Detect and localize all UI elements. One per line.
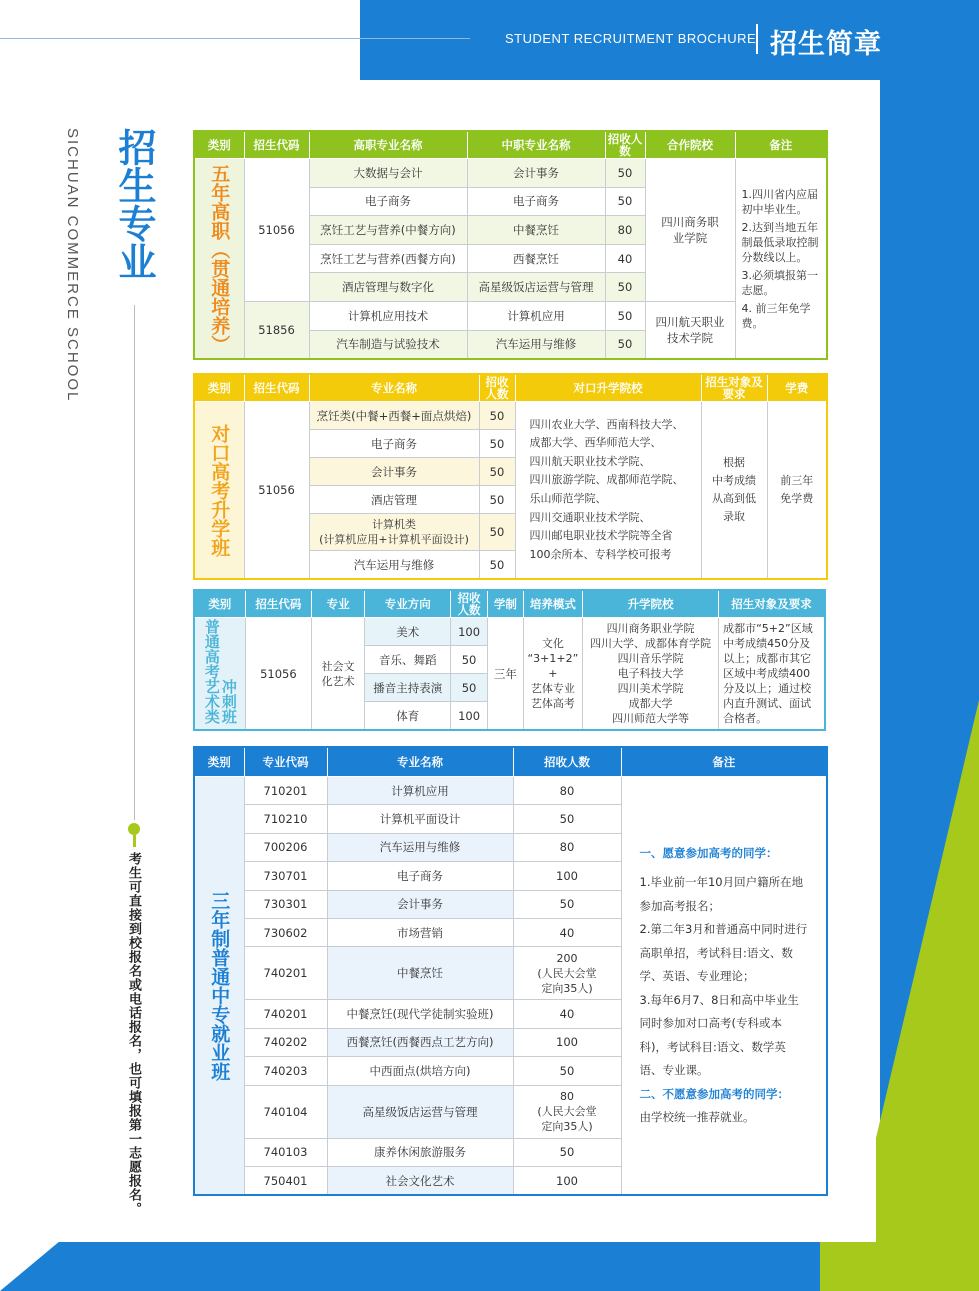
table-header-row [194,374,827,402]
code-cell: 51056 [245,618,311,731]
major-cell: 汽车运用与维修 [309,551,479,580]
page-title: 招生简章 [770,29,882,60]
direction-cell: 音乐、舞蹈 [365,646,451,674]
count-cell: 50 [479,514,515,551]
school-line: 成都大学 [628,697,673,710]
note-line: 4. 前三年免学费。 [741,301,811,330]
count-cell: 50 [513,1057,621,1085]
note-line: 1.四川省内应届初中毕业生。 [741,187,818,216]
brochure-label: STUDENT RECRUITMENT BROCHURE [505,31,757,46]
registration-note: 考生可直接到校报名或电话报名，也可填报第一志愿报名。 [126,852,141,1216]
school-line: 四川师范大学等 [612,712,690,725]
school-line: 100余所本、专科学校可报考 [529,547,672,561]
major-cell: 中西面点(烘培方向) [327,1057,513,1085]
school-line: 四川音乐学院 [617,652,684,665]
col-header: 高职专业名称 [309,131,467,159]
count-cell: 50 [451,674,488,702]
count-cell: 100 [513,1166,621,1195]
category-cell: 五年高职（贯通培养） [194,159,244,360]
table-row [194,618,825,646]
count-cell: 50 [479,551,515,580]
category-sublabel: 冲刺班 [219,679,238,724]
schools-cell [583,618,719,731]
major-cell: 烹饪工艺与营养(中餐方向) [309,216,467,245]
school-name-en: SICHUAN COMMERCE SCHOOL [64,128,81,403]
code-cell: 740104 [244,1085,327,1138]
code-cell: 51056 [244,159,309,302]
major-cell: 汽车运用与维修 [327,833,513,861]
col-header: 专业名称 [309,374,479,402]
mode-line: “3+1+2” [527,652,579,665]
school-line: 四川航天职业技术学院、 [529,454,651,468]
section-title: 招生专业 [112,128,156,280]
major-cell: 高星级饭店运营与管理 [467,273,605,302]
code-cell: 700206 [244,833,327,861]
bullet-stem [133,835,136,847]
school-line: 四川美术学院 [617,682,684,695]
table-header-row [194,747,827,777]
col-header: 学制 [487,590,523,618]
partner-cell: 四川航天职业技术学院 [645,301,735,359]
code-cell: 750401 [244,1166,327,1195]
count-cell: 80 [513,777,621,805]
note-line: 由学校统一推荐就业。 [639,1110,755,1125]
count-cell: 80 [513,833,621,861]
col-header: 培养模式 [523,590,582,618]
count-cell: 50 [513,1138,621,1166]
count-cell: 80 (人民大会堂 定向35人) [513,1085,621,1138]
code-cell: 710210 [244,805,327,833]
code-cell: 740201 [244,947,327,1000]
category-cell: 三年制普通中专就业班 [194,777,244,1196]
major-cell: 社会文化艺术 [312,618,365,731]
code-cell: 740201 [244,1000,327,1028]
col-header: 专业名称 [327,747,513,777]
years-cell: 三年 [487,618,523,731]
header-divider [756,24,758,54]
count-cell: 50 [513,890,621,918]
col-header: 招收人数 [513,747,621,777]
direction-cell: 播音主持表演 [365,674,451,702]
school-line: 乐山师范学院、 [529,492,607,505]
major-cell: 汽车制造与试验技术 [309,330,467,359]
col-header: 合作院校 [645,131,735,159]
count-cell: 100 [451,702,488,731]
table-header-row [194,131,827,159]
major-cell: 计算机应用技术 [309,301,467,330]
count-cell: 50 [513,805,621,833]
fee-line: 前三年 [780,474,814,487]
count-cell: 100 [513,862,621,890]
col-header: 专业方向 [365,590,451,618]
count-cell: 50 [451,646,488,674]
requirement-cell [701,402,767,580]
note-line: 1.毕业前一年10月回户籍所在地参加高考报名； [639,875,804,913]
table-row [194,159,827,188]
count-cell: 100 [451,618,488,646]
code-cell: 730602 [244,918,327,946]
count-cell: 50 [479,486,515,514]
count-cell: 40 [605,244,645,273]
col-header: 专业代码 [244,747,327,777]
count-cell: 50 [605,159,645,188]
major-cell: 电子商务 [327,862,513,890]
col-header: 招收人数 [451,590,488,618]
major-cell: 康养休闲旅游服务 [327,1138,513,1166]
note-heading: 一、愿意参加高考的同学： [639,845,778,860]
table-vocational-class [193,746,828,1196]
col-header: 学费 [767,374,827,402]
count-cell: 50 [479,458,515,486]
major-cell: 西餐烹饪 [467,244,605,273]
col-header: 类别 [194,747,244,777]
major-cell: 社会文化艺术 [327,1166,513,1195]
note-line: 3.必须填报第一志愿。 [741,268,818,297]
code-cell: 730701 [244,862,327,890]
requirement-line: 中考成绩 [712,474,756,487]
major-cell: 大数据与会计 [309,159,467,188]
school-line: 四川交通职业技术学院、 [529,510,651,524]
major-cell: 酒店管理与数字化 [309,273,467,302]
major-cell: 烹饪工艺与营养(西餐方向) [309,244,467,273]
major-cell: 中餐烹饪 [327,947,513,1000]
category-cell: 对口高考升学班 [194,402,244,580]
count-cell: 50 [479,430,515,458]
major-cell: 电子商务 [309,430,479,458]
major-cell: 计算机平面设计 [327,805,513,833]
col-header: 类别 [194,374,244,402]
count-cell: 50 [605,330,645,359]
code-cell: 740203 [244,1057,327,1085]
major-cell: 电子商务 [309,187,467,216]
note-line: 2.第二年3月和普通高中同时进行高职单招，考试科目:语文、数学、英语、专业理论； [639,922,808,984]
count-cell: 80 [605,216,645,245]
col-header: 招收人数 [479,374,515,402]
count-cell: 50 [605,187,645,216]
mode-line: 艺体高考 [530,697,575,710]
code-cell: 51856 [244,301,309,359]
count-cell: 40 [513,1000,621,1028]
requirement-line: 根据 [723,456,745,469]
fee-line: 免学费 [780,492,814,505]
col-header: 备注 [621,747,827,777]
mode-line: + [548,667,558,680]
col-header: 类别 [194,131,244,159]
count-cell: 50 [479,402,515,430]
major-cell: 计算机类 (计算机应用+计算机平面设计) [309,514,479,551]
bullet-icon [128,823,140,835]
direction-cell: 美术 [365,618,451,646]
col-header: 招生代码 [244,131,309,159]
count-cell: 200 (人民大会堂 定向35人) [513,947,621,1000]
major-cell: 计算机应用 [467,301,605,330]
category-label: 普通高考艺术类 [202,619,221,724]
header-rule [0,38,470,39]
requirement-line: 录取 [723,510,745,523]
table-exam-class [193,373,828,580]
col-header: 类别 [194,590,245,618]
col-header: 备注 [735,131,827,159]
footer-green [820,1242,979,1291]
code-cell: 710201 [244,777,327,805]
col-header: 中职专业名称 [467,131,605,159]
note-line: 2.达到当地五年制最低录取控制分数线以上。 [741,220,819,264]
schools-cell [515,402,701,580]
col-header: 升学院校 [583,590,719,618]
code-cell: 51056 [244,402,309,580]
school-line: 四川农业大学、西南科技大学、 [529,417,684,431]
count-cell: 100 [513,1028,621,1056]
side-divider [134,305,135,820]
school-line: 成都大学、西华师范大学、 [529,436,662,450]
school-line: 四川商务职业学院 [606,622,695,635]
count-cell: 50 [605,273,645,302]
col-header: 专业 [312,590,365,618]
mode-line: 艺体专业 [530,682,575,695]
col-header: 对口升学院校 [515,374,701,402]
major-cell: 中餐烹饪 [467,216,605,245]
mode-cell [523,618,582,731]
major-cell: 电子商务 [467,187,605,216]
code-cell: 730301 [244,890,327,918]
table-row [194,777,827,805]
table-art-class [193,589,826,731]
partner-cell: 四川商务职业学院 [645,159,735,302]
note-heading: 二、不愿意参加高考的同学： [639,1086,789,1101]
notes-cell [735,159,827,360]
school-line: 四川旅游学院、成都师范学院、 [529,473,684,487]
table-row [194,402,827,430]
mode-line: 文化 [541,637,564,650]
school-line: 四川大学、成都体育学院 [590,637,712,650]
fee-cell [767,402,827,580]
major-cell: 计算机应用 [327,777,513,805]
count-cell: 50 [605,301,645,330]
note-line: 3.每年6月7、8日和高中毕业生同时参加对口高考(专科或本科)，考试科目:语文、数学英语、专业课。 [639,992,799,1078]
code-cell: 740103 [244,1138,327,1166]
table-five-year [193,130,828,360]
notes-cell [621,777,827,1196]
major-cell: 市场营销 [327,918,513,946]
major-cell: 酒店管理 [309,486,479,514]
major-cell: 西餐烹饪(西餐西点工艺方向) [327,1028,513,1056]
major-cell: 会计事务 [327,890,513,918]
school-line: 四川邮电职业技术学院等全省 [529,529,673,543]
school-line: 电子科技大学 [617,667,684,680]
table-header-row [194,590,825,618]
major-cell: 会计事务 [467,159,605,188]
count-cell: 40 [513,918,621,946]
requirement-line: 从高到低 [712,492,756,505]
major-cell: 会计事务 [309,458,479,486]
col-header: 招生代码 [245,590,311,618]
category-cell [194,618,245,731]
major-cell: 汽车运用与维修 [467,330,605,359]
major-cell: 高星级饭店运营与管理 [327,1085,513,1138]
col-header: 招生对象及要求 [719,590,825,618]
code-cell: 740202 [244,1028,327,1056]
major-cell: 中餐烹饪(现代学徒制实验班) [327,1000,513,1028]
major-cell: 烹饪类(中餐+西餐+面点烘焙) [309,402,479,430]
direction-cell: 体育 [365,702,451,731]
requirement-cell: 成都市“5+2”区域中考成绩450分及以上；成都市其它区域中考成绩400分及以上；通过校内直升测试、面试合格者。 [719,618,825,731]
col-header: 招生对象及要求 [701,374,767,402]
table-row [194,301,827,330]
col-header: 招生代码 [244,374,309,402]
col-header: 招收人数 [605,131,645,159]
